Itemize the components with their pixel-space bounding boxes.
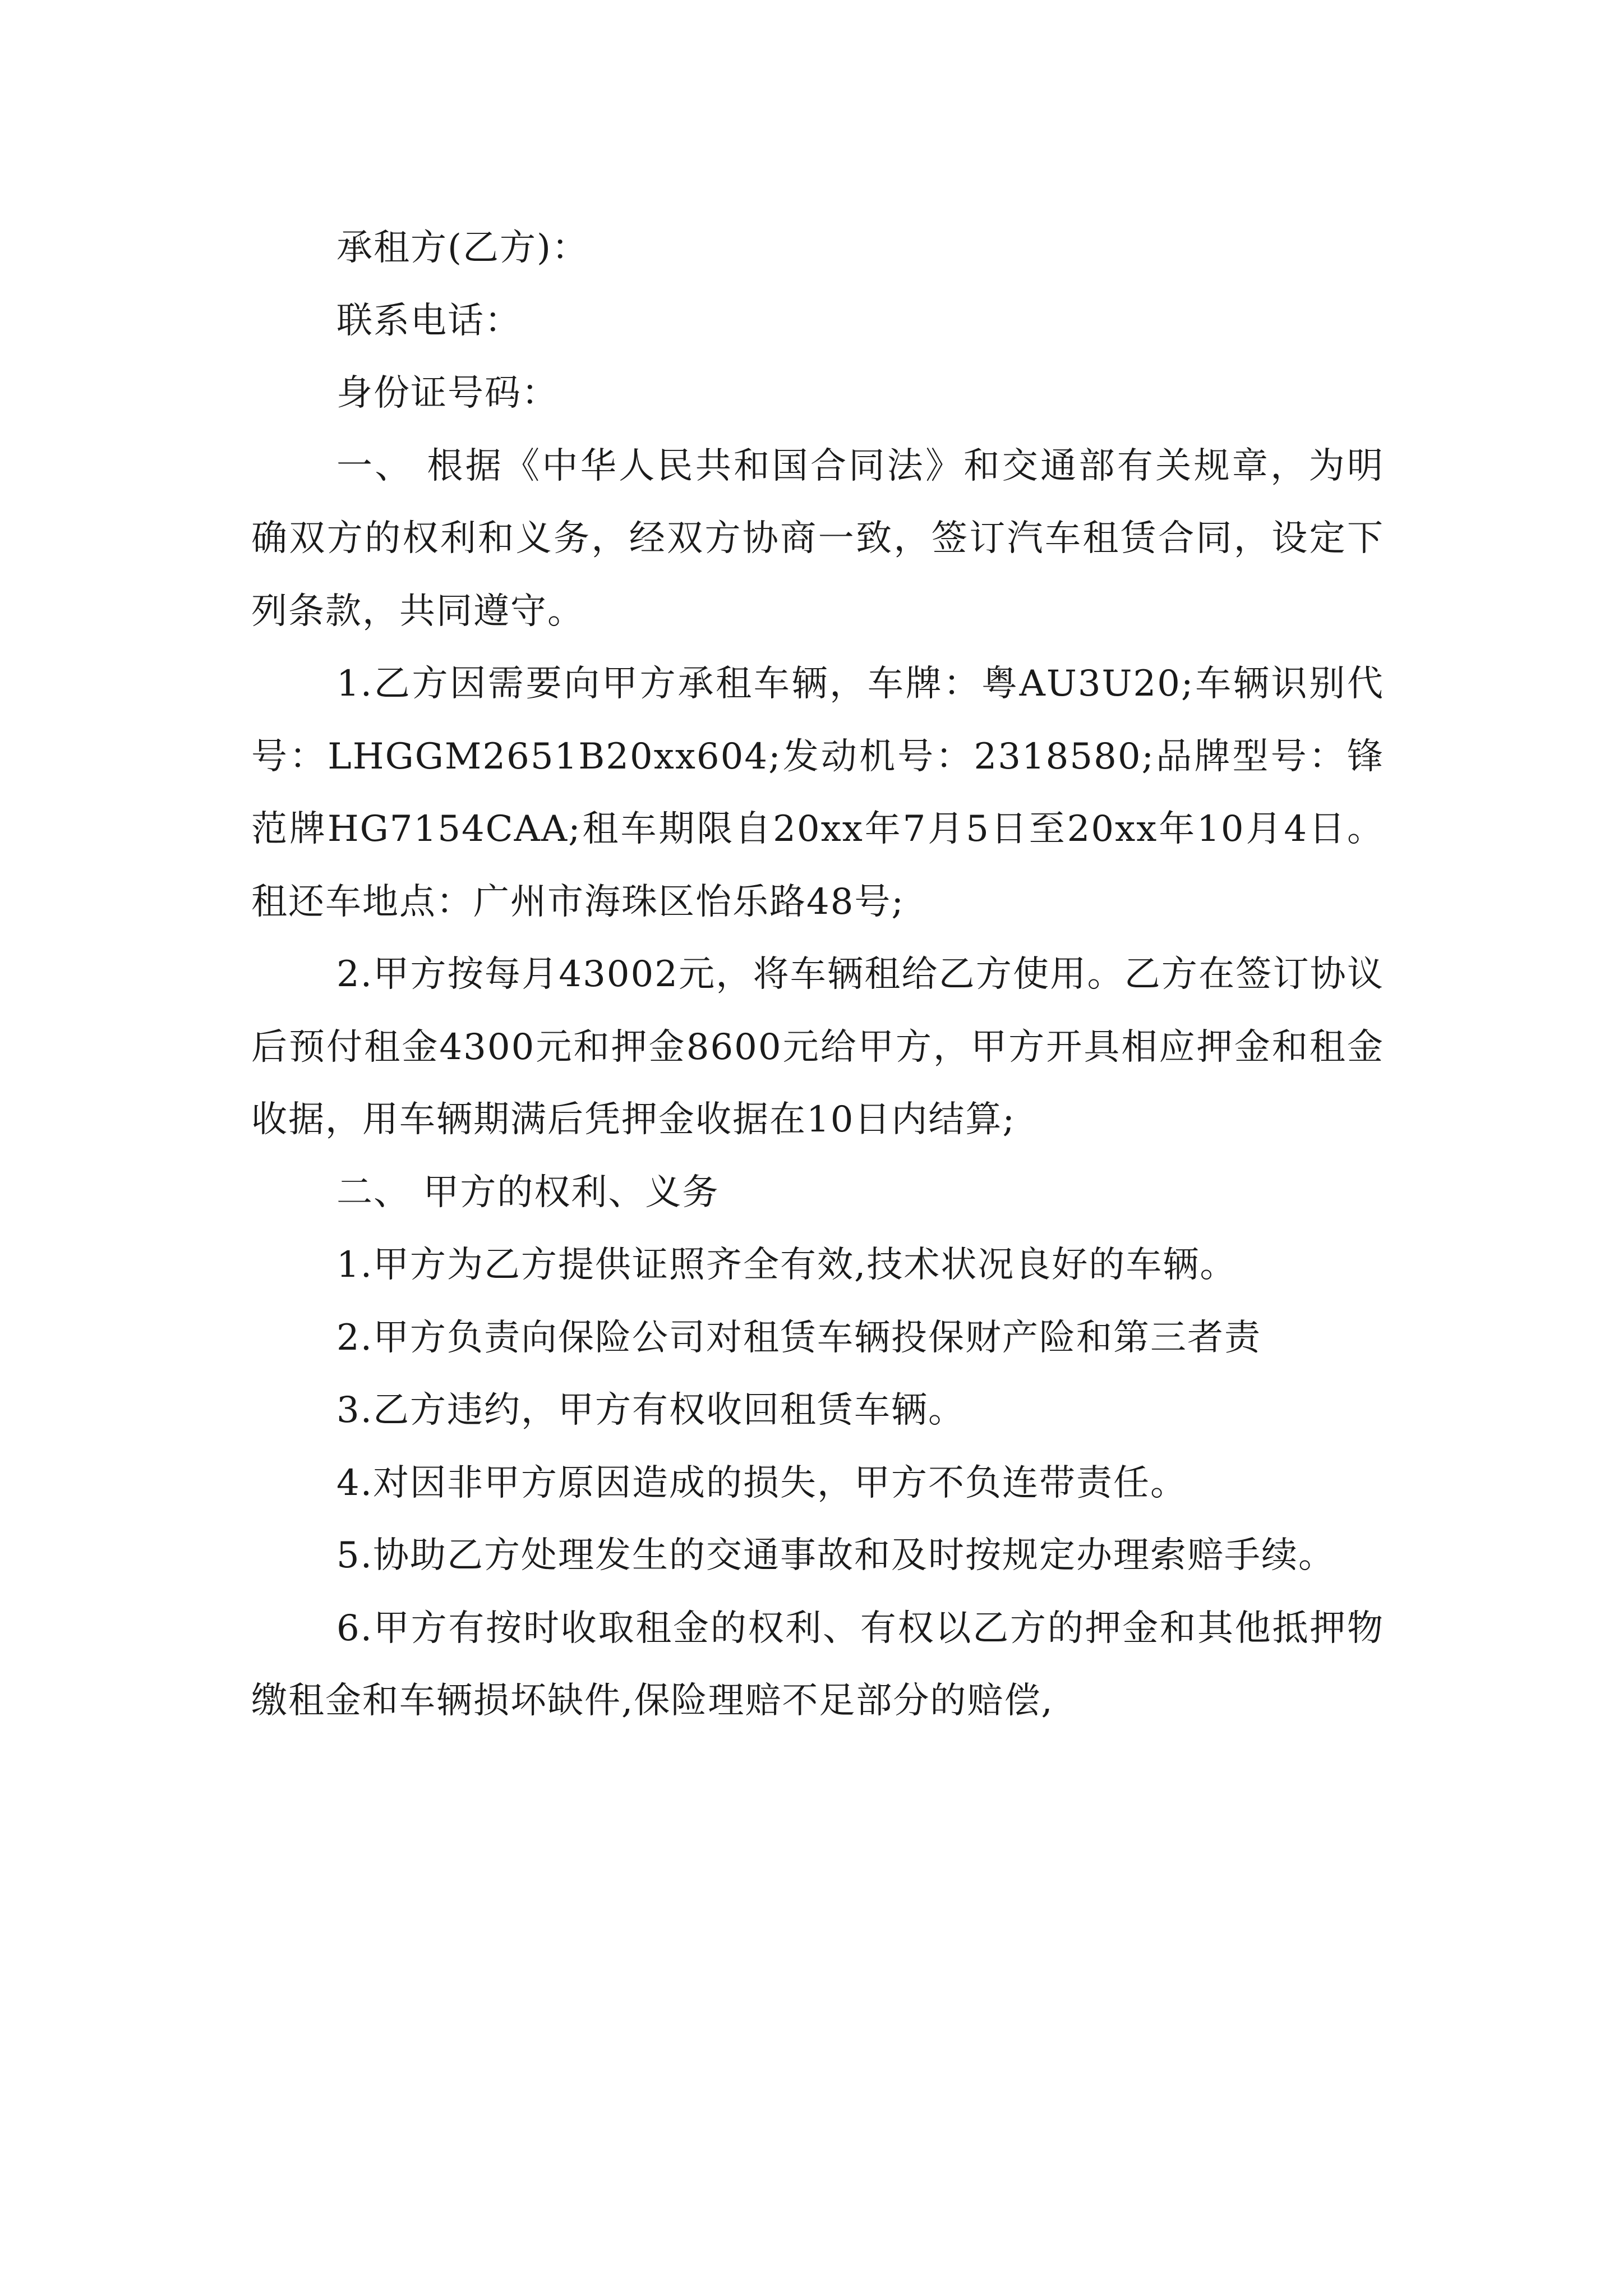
clause-2-4-paragraph: 4.对因非甲方原因造成的损失，甲方不负连带责任。 [336,1462,1188,1504]
section-one-paragraph: 一、 根据《中华人民共和国合同法》和交通部有关规章，为明确双方的权利和义务，经双方协商一致，签订汽车租赁合同，设定下列条款，共同遵守。 [251,445,1384,632]
clause-2-6-paragraph: 6.甲方有按时收取租金的权利、有权以乙方的押金和其他抵押物缴租金和车辆损坏缺件,保险理赔不足部分的赔偿, [251,1607,1384,1722]
clause-1-1-paragraph: 1.乙方因需要向甲方承租车辆，车牌：粤AU3U20;车辆识别代号：LHGGM2651B20xx604;发动机号：2318580;品牌型号：锋范牌HG7154CAA;租车期限自20xx年7月5日至20xx年10月4日。租还车地点：广州市海珠区怡乐路48号; [251,663,1384,923]
phone-label: 联系电话： [336,300,522,342]
document-body [251,212,1384,1738]
lessee-label: 承租方(乙方)： [336,227,589,269]
clause-2-3-paragraph: 3.乙方违约，甲方有权收回租赁车辆。 [336,1389,966,1431]
id-number-label: 身份证号码： [336,372,559,414]
clause-2-1-paragraph: 1.甲方为乙方提供证照齐全有效,技术状况良好的车辆。 [336,1244,1237,1286]
clause-2-5-paragraph: 5.协助乙方处理发生的交通事故和及时按规定办理索赔手续。 [336,1535,1336,1576]
section-two-heading: 二、 甲方的权利、义务 [336,1171,720,1213]
clause-2-2-paragraph: 2.甲方负责向保险公司对租赁车辆投保财产险和第三者责 [336,1317,1262,1359]
clause-1-2-paragraph: 2.甲方按每月43002元，将车辆租给乙方使用。乙方在签订协议后预付租金4300元和押金8600元给甲方，甲方开具相应押金和租金收据，用车辆期满后凭押金收据在10日内结算; [251,954,1384,1140]
